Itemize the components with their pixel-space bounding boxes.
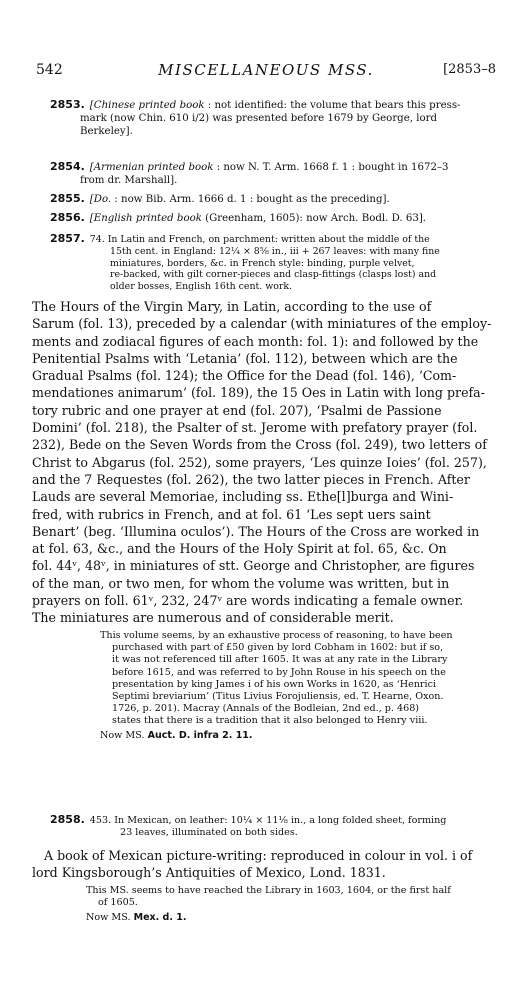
entry-2857-line5: older bosses, English 16th cent. work. <box>110 281 293 293</box>
entry-number: 2856. <box>50 211 85 224</box>
entry-2853 <box>50 98 496 139</box>
paragraph-line: Gradual Psalms (fol. 124); the Office for the Dead (fol. 146), ‘Com- <box>32 368 457 384</box>
entry-label: [Do. <box>89 194 112 205</box>
entry-number: 2853. <box>50 98 85 111</box>
note-line: This volume seems, by an exhaustive process of reasoning, to have been <box>100 630 453 641</box>
entry-2856 <box>50 211 496 225</box>
entry-desc: In Mexican, on leather: 10¼ × 11⅛ in., a long folded sheet, forming <box>114 815 447 826</box>
entry-2855 <box>50 192 496 206</box>
entry-number: 2855. <box>50 192 85 205</box>
note-line: before 1615, and was referred to by John Rouse in his speech on the <box>112 666 446 678</box>
paragraph-line: prayers on foll. 61ᵛ, 232, 247ᵛ are words indicating a female owner. <box>32 593 464 609</box>
entry-desc: In Latin and French, on parchment: written about the middle of the <box>107 234 430 245</box>
paragraph-line: and the 7 Requestes (fol. 262), the two latter pieces in French. After <box>32 471 470 487</box>
entry-2854-line1 <box>50 160 496 174</box>
note-line: of 1605. <box>98 897 138 909</box>
entry-label: [Armenian printed book <box>89 162 214 173</box>
note-line: presentation by king James i of his own Works in 1620, as ‘Henrici <box>112 678 437 690</box>
entry-text: : not identified: the volume that bears this press- <box>207 100 461 111</box>
entry-number: 2854. <box>50 160 85 173</box>
entry-label: [English printed book <box>89 213 202 224</box>
paragraph-line: Domini’ (fol. 218), the Psalter of st. Jerome with prefatory prayer (fol. <box>32 420 478 436</box>
entry-2854-line2: from dr. Marshall]. <box>80 175 178 187</box>
note-line: states that there is a tradition that it also belonged to Henry viii. <box>112 715 428 727</box>
entry-2857-line2: 15th cent. in England: 12¼ × 8⅝ in., iii + 267 leaves: with many fine <box>110 245 440 257</box>
page-number: 542 <box>36 62 63 78</box>
entry-2857-line3: miniatures, borders, &c. in French style: binding, purple velvet, <box>110 257 415 269</box>
entry-2858-line1 <box>50 814 496 827</box>
paragraph-line: Christ to Abgarus (fol. 252), some prayers, ‘Les quinze Ioies’ (fol. 257), <box>32 454 487 470</box>
running-header <box>36 62 496 84</box>
shelfmark: Mex. d. 1. <box>133 912 187 924</box>
entry-text: : now N. T. Arm. 1668 f. 1 : bought in 1672–3 <box>216 162 449 173</box>
paragraph-line: A book of Mexican picture-writing: reproduced in colour in vol. i of <box>44 848 473 863</box>
paragraph-line: The Hours of the Virgin Mary, in Latin, according to the use of <box>32 299 432 314</box>
entry-2853-line3: Berkeley]. <box>80 126 133 138</box>
shelfmark: Auct. D. infra 2. 11. <box>147 729 253 741</box>
shelfmark-prefix: Now MS. <box>86 912 131 924</box>
entry-text: (Greenham, 1605): now Arch. Bodl. D. 63]. <box>205 213 427 224</box>
note-line: 1726, p. 201). Macray (Annals of the Bodleian, 2nd ed., p. 468) <box>112 703 420 715</box>
shelfmark-line <box>100 730 492 742</box>
entry-text: : now Bib. Arm. 1666 d. 1 : bought as the preceding]. <box>114 194 390 205</box>
entry-label: [Chinese printed book <box>89 100 205 111</box>
mexican-note <box>86 885 496 925</box>
entry-2853-line1 <box>50 98 496 112</box>
entry-2858 <box>50 814 496 839</box>
paragraph-line: of the man, or two men, for whom the volume was written, but in <box>32 575 450 591</box>
page-title: MISCELLANEOUS MSS. <box>158 61 374 79</box>
shelfmark-prefix: Now MS. <box>100 729 145 741</box>
paragraph-line: mendationes animarum’ (fol. 189), the 15 Oes in Latin with long prefa- <box>32 385 485 401</box>
paragraph-line: tory rubric and one prayer at end (fol. 207), ‘Psalmi de Passione <box>32 402 442 418</box>
mexican-paragraph <box>32 847 496 882</box>
paragraph-line: The miniatures are numerous and of considerable merit. <box>32 610 394 626</box>
note-line: This MS. seems to have reached the Library in 1603, 1604, or the first half <box>86 885 451 896</box>
entry-2858-line2: 23 leaves, illuminated on both sides. <box>120 827 298 838</box>
paragraph-line: fred, with rubrics in French, and at fol. 61 ‘Les sept uers saint <box>32 506 431 522</box>
entry-2857-line1 <box>50 233 496 246</box>
entry-number: 2857. <box>50 232 85 245</box>
paragraph-line: Benart’ (beg. ‘Illumina oculos’). The Hours of the Cross are worked in <box>32 523 480 539</box>
paragraph-line: fol. 44ᵛ, 48ᵛ, in miniatures of stt. George and Christopher, are figures <box>32 558 475 574</box>
entry-2854 <box>50 160 496 187</box>
note-line: purchased with part of £50 given by lord Cobham in 1602: but if so, <box>112 642 444 654</box>
entry-2857 <box>50 233 496 293</box>
paragraph-line: Sarum (fol. 13), preceded by a calendar (with miniatures of the employ- <box>32 316 492 332</box>
paragraph-line: 232), Bede on the Seven Words from the Cross (fol. 249), two letters of <box>32 437 487 453</box>
entry-code: 453. <box>89 815 112 826</box>
paragraph-line: Lauds are several Memoriae, including ss. Ethe[l]burga and Wini- <box>32 489 454 505</box>
hours-note <box>100 630 492 742</box>
paragraph-line: lord Kingsborough’s Antiquities of Mexico, Lond. 1831. <box>32 865 386 881</box>
hours-paragraph <box>32 298 496 627</box>
entry-number: 2858. <box>50 813 85 826</box>
entry-2857-line4: re-backed, with gilt corner-pieces and clasp-fittings (clasps lost) and <box>110 269 437 281</box>
shelfmark-line <box>86 912 496 924</box>
entry-range: [2853–8 <box>443 62 496 77</box>
paragraph-line: Penitential Psalms with ‘Letania’ (fol. 112), between which are the <box>32 350 458 366</box>
paragraph-line: at fol. 63, &c., and the Hours of the Holy Spirit at fol. 65, &c. On <box>32 541 447 557</box>
note-line: it was not referenced till after 1605. It was at any rate in the Library <box>112 654 448 666</box>
paragraph-line: ments and zodiacal figures of each month: fol. 1): and followed by the <box>32 333 479 349</box>
entry-code: 74. <box>89 234 105 245</box>
entry-2853-line2: mark (now Chin. 610 i/2) was presented before 1679 by George, lord <box>80 113 437 125</box>
note-line: Septimi breviarium’ (Titus Livius Forojuliensis, ed. T. Hearne, Oxon. <box>112 691 444 703</box>
